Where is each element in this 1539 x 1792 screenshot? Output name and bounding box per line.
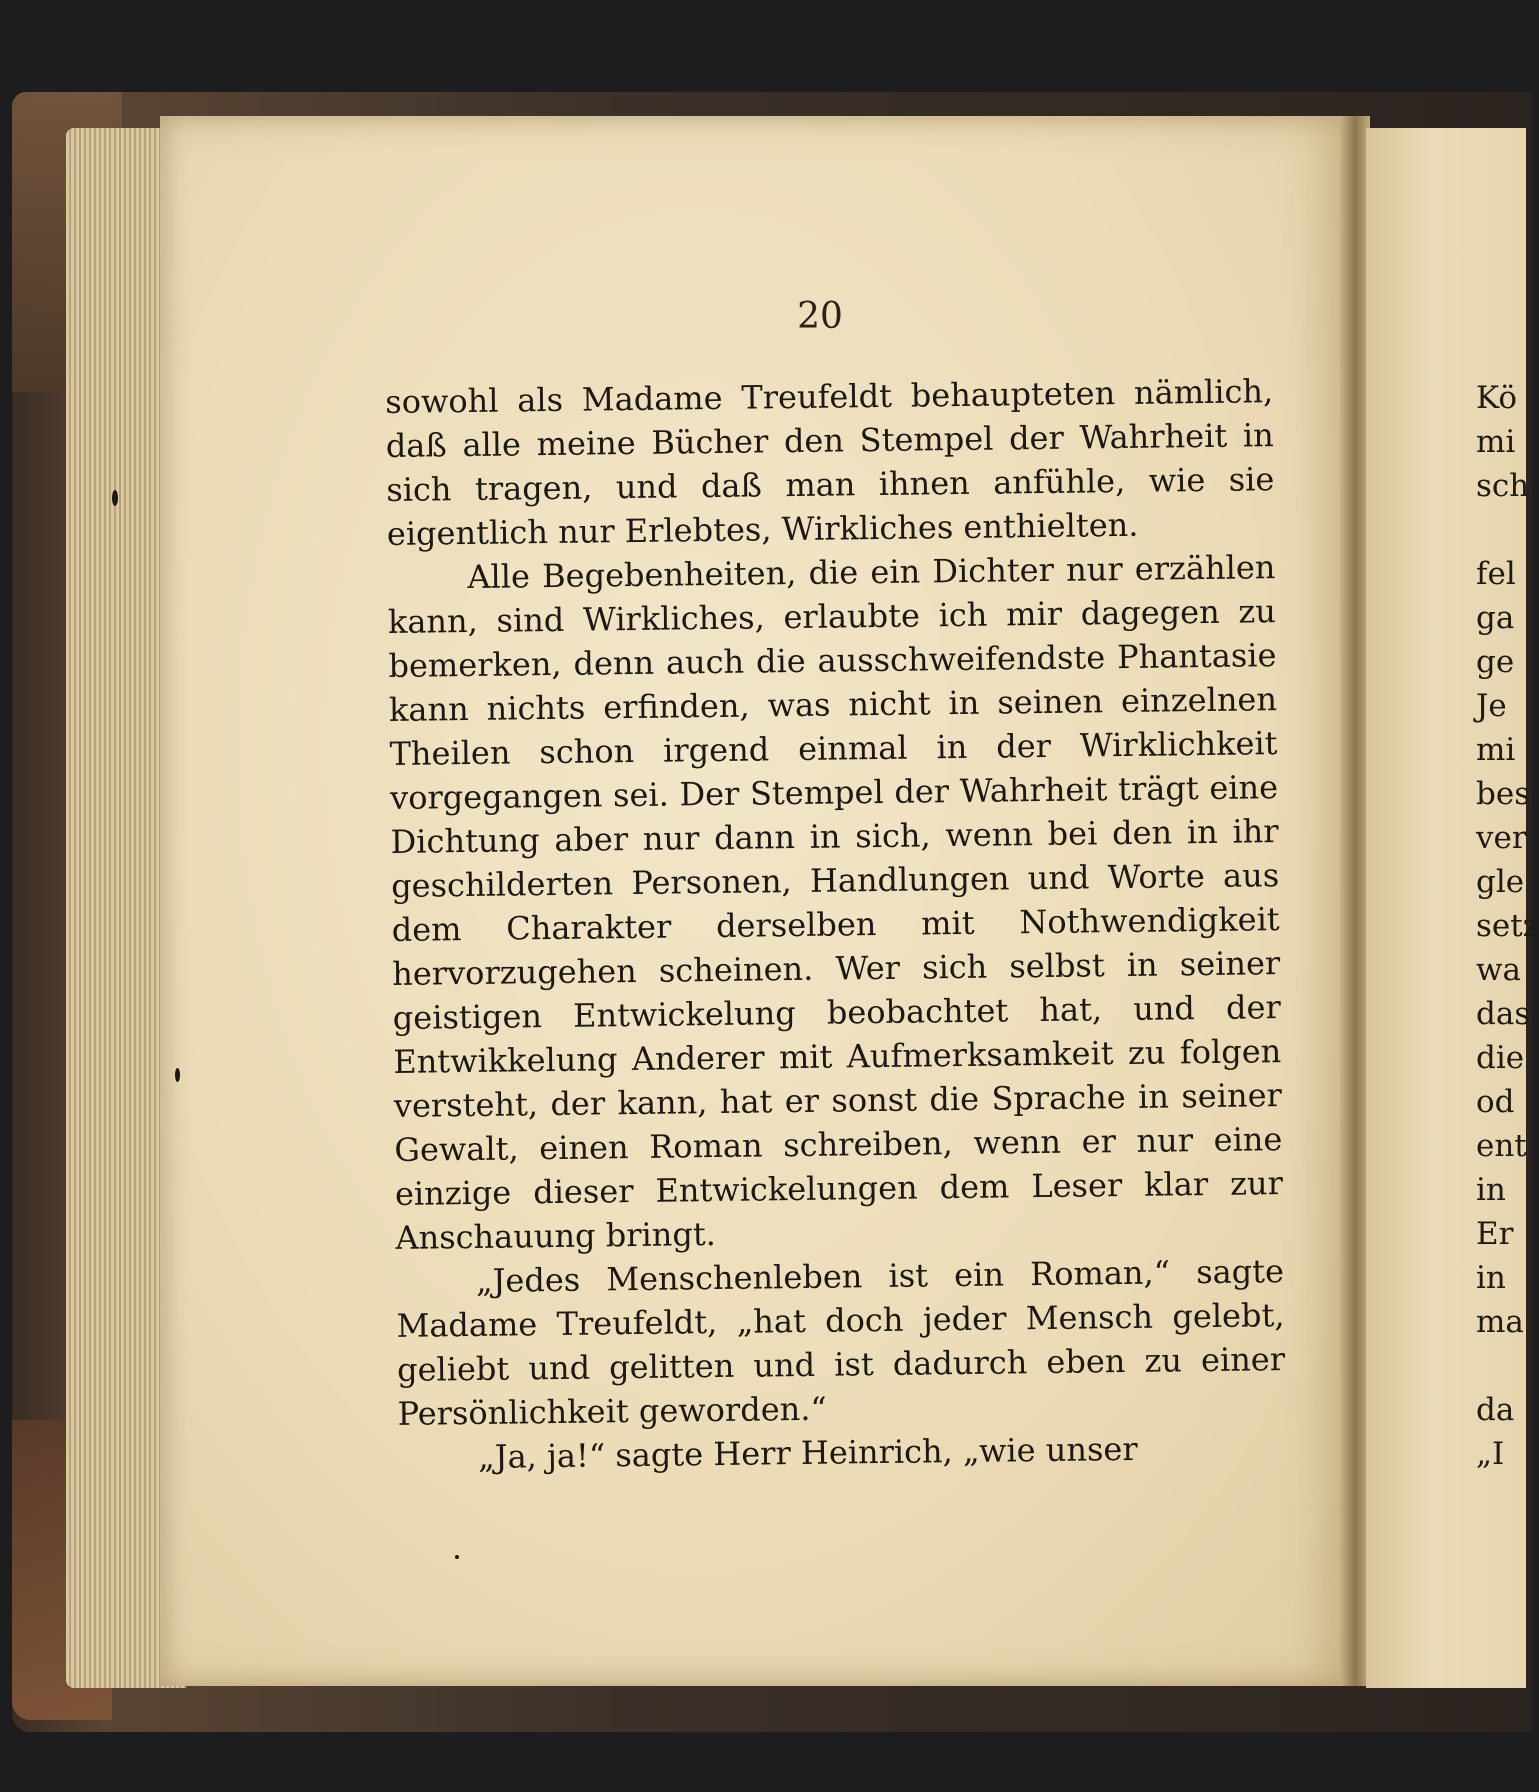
- paragraph-3: „Jedes Menschenleben ist ein Roman,“ sagte Madame Treufeldt, „hat doch jeder Mensch gelebt, geliebt und gelitten und ist dadurch eben zu einer Persönlichkeit geworden.“: [396, 1252, 1286, 1433]
- right-page-fragment: in: [1476, 1172, 1506, 1208]
- right-page-fragment: ent: [1476, 1128, 1527, 1164]
- right-page-fragment: Kö: [1476, 380, 1517, 416]
- right-page-fragment: setz: [1476, 908, 1539, 944]
- right-page-fragment: ge: [1476, 644, 1515, 680]
- right-page-fragment: Er: [1476, 1216, 1514, 1252]
- right-page-fragment: wa: [1476, 952, 1522, 988]
- right-page-fragment: in: [1476, 1260, 1506, 1296]
- right-page-fragment: sch: [1476, 468, 1530, 504]
- right-page-fragment: das: [1476, 996, 1531, 1032]
- paragraph-1: sowohl als Madame Treufeldt behaupteten nämlich, daß alle meine Bücher den Stempel der Wahrheit in sich tragen, und daß man ihnen anfühle, wie sie eigentlich nur Erlebtes, Wirkliches enthielten.: [385, 372, 1275, 553]
- right-page-fragment: gle: [1476, 864, 1525, 900]
- paragraph-4: „Ja, ja!“ sagte Herr Heinrich, „wie unser: [477, 1429, 1138, 1476]
- right-page-fragment: od: [1476, 1084, 1515, 1120]
- right-page-fragment: da: [1476, 1392, 1515, 1428]
- right-page-fragment: ga: [1476, 600, 1515, 636]
- right-page-fragment: Je: [1476, 688, 1507, 724]
- body-text: [385, 369, 1286, 1480]
- right-page-fragment: ma: [1476, 1304, 1524, 1340]
- page-number: 20: [797, 296, 843, 337]
- right-page-fragment: ver: [1476, 820, 1527, 856]
- right-page-fragment: mi: [1476, 732, 1516, 768]
- right-page-fragment: die: [1476, 1040, 1525, 1076]
- right-page-fragment: bes: [1476, 776, 1531, 812]
- right-page-fragment: mi: [1476, 424, 1516, 460]
- right-page-fragment: fel: [1476, 556, 1516, 592]
- ink-spot: [455, 1555, 459, 1559]
- ink-spot: [112, 490, 118, 506]
- paragraph-2: Alle Begebenheiten, die ein Dichter nur erzählen kann, sind Wirkliches, erlaubte ich mir dagegen zu bemerken, denn auch die ausschweifendste Phantasie kann nichts erfinden, was nicht in seinen einzelnen Theilen schon irgend einmal in der Wirklichkeit vorgegangen sei. Der Stempel der Wahrheit trägt eine Dichtung aber nur dann in sich, wenn bei den in ihr geschilderten Personen, Handlungen und Worte aus dem Charakter derselben mit Nothwendigkeit hervorzugehen scheinen. Wer sich selbst in seiner geistigen Entwickelung beobachtet hat, und der Entwikkelung Anderer mit Aufmerksamkeit zu folgen versteht, der kann, hat er sonst die Sprache in seiner Gewalt, einen Roman schreiben, wenn er nur eine einzige dieser Entwickelungen dem Leser klar zur Anschauung bringt.: [387, 548, 1284, 1257]
- ink-spot: [175, 1068, 180, 1082]
- right-page-fragment: „I: [1476, 1436, 1505, 1472]
